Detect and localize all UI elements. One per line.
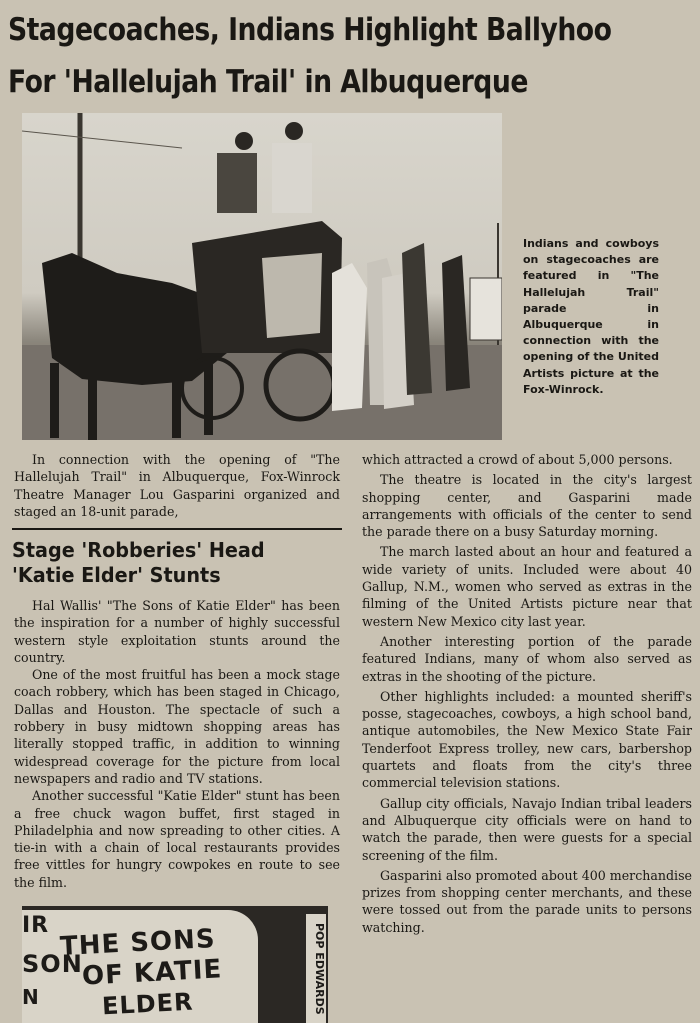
article-paragraph: Hal Wallis' "The Sons of Katie Elder" has been the inspiration for a number of highly successful western style exploitation stunts around the country. xyxy=(14,598,340,665)
subhead-line-1: Stage 'Robberies' Head xyxy=(12,538,265,562)
article-katie-elder-headline xyxy=(12,538,338,588)
article-paragraph: Other highlights included: a mounted sheriff's posse, stagecoaches, cowboys, a high school band, antique automobiles, the New Mexico State Fair Tenderfoot Express trolley, new cars, barbershop quartets and floats from the city's three commercial television stations. xyxy=(362,688,692,791)
marquee-text: ELDER xyxy=(101,987,195,1021)
subhead-line-2: 'Katie Elder' Stunts xyxy=(12,563,221,587)
vertical-sign: POP EDWARDS xyxy=(306,914,326,1023)
article-hallelujah-intro xyxy=(14,451,340,520)
photo-caption: Indians and cowboys on stagecoaches are featured in "The Hallelujah Trail" parade in Albuquerque in connection with the opening of the United Artists picture at the Fox-Winrock. xyxy=(523,237,659,396)
section-divider xyxy=(12,528,342,530)
article-paragraph: In connection with the opening of "The Hallelujah Trail" in Albuquerque, Fox-Winrock Theatre Manager Lou Gasparini organized and staged an 18-unit parade, xyxy=(14,452,340,519)
article-paragraph: which attracted a crowd of about 5,000 persons. xyxy=(362,452,673,467)
article-paragraph: One of the most fruitful has been a mock stage coach robbery, which has been staged in Chicago, Dallas and Houston. The spectacle of such a robbery in busy midtown shopping areas has literally stopped traffic, in addition to winning widespread coverage for the picture from local newspapers and radio and TV stations. xyxy=(14,667,340,786)
article-paragraph: Gasparini also promoted about 400 merchandise prizes from shopping center merchants, and these were tossed out from the parade units to persons watching. xyxy=(362,867,692,935)
marquee-text: OF KATIE xyxy=(81,954,224,992)
stagecoach-illustration xyxy=(22,113,502,440)
marquee-text: IR xyxy=(22,913,50,938)
article-katie-elder-body xyxy=(14,597,340,891)
article-paragraph: The theatre is located in the city's largest shopping center, and Gasparini made arrangements with officials of the center to send the parade there on a busy Saturday morning. xyxy=(362,472,692,540)
article-paragraph: Gallup city officials, Navajo Indian tribal leaders and Albuquerque city officials were on hand to watch the parade, then were guests for a special screening of the film. xyxy=(362,795,692,863)
article-hallelujah-continued xyxy=(362,451,692,939)
marquee-text: THE SONS xyxy=(59,923,217,963)
headline-line-2: For 'Hallelujah Trail' in Albuquerque xyxy=(8,64,528,100)
marquee-sign xyxy=(22,910,258,1023)
article-paragraph: Another interesting portion of the parade featured Indians, many of whom also served as extras in the shooting of the picture. xyxy=(362,633,692,684)
marquee-text: SON xyxy=(22,950,83,978)
article-paragraph: Another successful "Katie Elder" stunt has been a free chuck wagon buffet, first staged in Philadelphia and now spreading to other cities. A tie-in with a chain of local restaurants provides free vittles for hungry cowpokes en route to see the film. xyxy=(14,788,340,890)
article-paragraph: The march lasted about an hour and featured a wide variety of units. Included were about 40 Gallup, N.M., women who served as extras in the filming of the United Artists picture near that western New Mexico city last year. xyxy=(362,544,692,629)
marquee-text: N xyxy=(22,985,40,1009)
page-headline xyxy=(8,4,612,108)
headline-line-1: Stagecoaches, Indians Highlight Ballyhoo xyxy=(8,12,612,48)
parade-photo xyxy=(22,113,502,440)
theatre-marquee-photo xyxy=(22,906,328,1023)
